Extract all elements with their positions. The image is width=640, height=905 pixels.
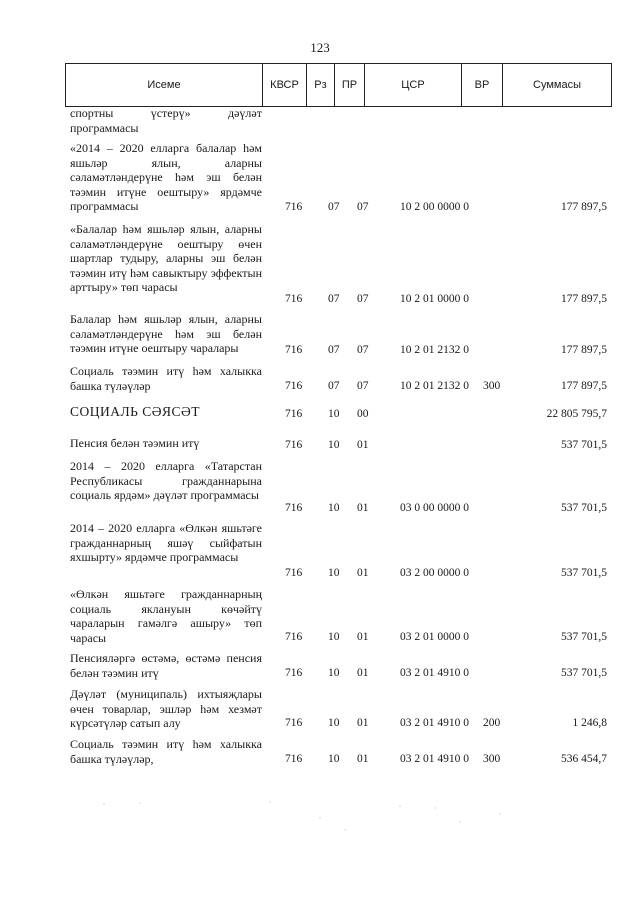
table-row xyxy=(70,106,612,135)
cell-pr: 01 xyxy=(357,501,369,514)
cell-sum: 537 701,5 xyxy=(561,630,607,643)
cell-rz: 10 xyxy=(328,630,340,643)
row-name: «Балалар һәм яшьләр ялын, аларны сәламәтләндерүне оештыру өчен шартлар тудыру, аларны эш белән тәэмин итү һәм савыктыру эффектын арттыру» төп чарасы xyxy=(70,222,262,294)
cell-pr: 01 xyxy=(357,752,369,765)
row-name: 2014 – 2020 елларга «Өлкән яшьтәге гражданнарның яшәү сыйфатын яхшырту» ярдәмче программасы xyxy=(70,521,262,564)
section-title: СОЦИАЛЬ СӘЯСӘТ xyxy=(70,404,201,419)
cell-csr: 10 2 01 2132 0 xyxy=(400,379,469,392)
cell-pr: 07 xyxy=(357,379,369,392)
cell-sum: 1 246,8 xyxy=(572,716,607,729)
cell-sum: 537 701,5 xyxy=(561,566,607,579)
header-name: Исеме xyxy=(66,64,263,106)
cell-kbcp: 716 xyxy=(285,716,303,729)
cell-rz: 07 xyxy=(328,200,340,213)
table-row xyxy=(70,687,612,730)
cell-sum: 177 897,5 xyxy=(561,343,607,356)
cell-csr: 03 2 01 4910 0 xyxy=(400,716,469,729)
cell-csr: 03 2 01 4910 0 xyxy=(400,666,469,679)
cell-sum: 177 897,5 xyxy=(561,379,607,392)
cell-csr: 03 2 01 0000 0 xyxy=(400,630,469,643)
cell-kbcp: 716 xyxy=(285,630,303,643)
row-name: Пенсия белән тәэмин итү xyxy=(70,436,200,450)
row-name: Балалар һәм яшьләр ялын, аларны сәламәтләндерүне һәм эш белән тәэмин итүне оештыру чаралары xyxy=(70,312,262,355)
row-name: «2014 – 2020 елларга балалар һәм яшьләр ялын, аларны сәламәтләндерүне һәм эш белән тәэмин итүне оештыру» ярдәмче программасы xyxy=(70,141,262,213)
table-row xyxy=(70,521,612,580)
cell-sum: 536 454,7 xyxy=(561,752,607,765)
header-kbcp: КВСР xyxy=(263,64,307,106)
table-row xyxy=(70,651,612,680)
page-number: 123 xyxy=(310,40,330,55)
cell-pr: 07 xyxy=(357,200,369,213)
cell-sum: 537 701,5 xyxy=(561,666,607,679)
cell-kbcp: 716 xyxy=(285,566,303,579)
cell-rz: 10 xyxy=(328,752,340,765)
cell-kbcp: 716 xyxy=(285,292,303,305)
table-row xyxy=(70,459,612,515)
cell-vr: 300 xyxy=(483,379,501,392)
cell-pr: 01 xyxy=(357,716,369,729)
cell-pr: 07 xyxy=(357,292,369,305)
cell-sum: 537 701,5 xyxy=(561,501,607,514)
cell-rz: 10 xyxy=(328,716,340,729)
cell-sum: 537 701,5 xyxy=(561,438,607,451)
cell-rz: 07 xyxy=(328,292,340,305)
cell-rz: 10 xyxy=(328,438,340,451)
cell-kbcp: 716 xyxy=(285,666,303,679)
table-row xyxy=(70,141,612,214)
table-row xyxy=(70,587,612,644)
table-row xyxy=(70,737,612,766)
header-pr: ПР xyxy=(335,64,365,106)
cell-pr: 07 xyxy=(357,343,369,356)
row-name: Пенсияләргә өстәмә, өстәмә пенсия белән тәэмин итү xyxy=(70,651,262,680)
row-name: «Өлкән яшьтәге гражданнарның социаль яклануын көчәйтү чараларын гамәлгә ашыру» төп чарасы xyxy=(70,587,262,645)
cell-sum: 22 805 795,7 xyxy=(546,407,607,420)
cell-pr: 01 xyxy=(357,438,369,451)
cell-rz: 07 xyxy=(328,343,340,356)
table-row xyxy=(70,364,612,393)
cell-kbcp: 716 xyxy=(285,501,303,514)
row-name: Дәүләт (муниципаль) ихтыяҗлары өчен товарлар, эшләр һәм хезмәт күрсәтүләр сатып алу xyxy=(70,687,262,730)
scan-specks xyxy=(100,800,540,860)
cell-kbcp: 716 xyxy=(285,200,303,213)
header-sum: Суммасы xyxy=(533,79,581,91)
header-rz: Рз xyxy=(307,64,335,106)
cell-kbcp: 716 xyxy=(285,407,303,420)
cell-csr: 10 2 01 0000 0 xyxy=(400,292,469,305)
section-row xyxy=(70,405,612,421)
cell-rz: 10 xyxy=(328,666,340,679)
cell-rz: 10 xyxy=(328,566,340,579)
cell-rz: 10 xyxy=(328,407,340,420)
cell-sum: 177 897,5 xyxy=(561,200,607,213)
row-name: 2014 – 2020 елларга «Татарстан Республикасы гражданнарына социаль ярдәм» дәүләт программасы xyxy=(70,459,262,502)
cell-sum: 177 897,5 xyxy=(561,292,607,305)
cell-pr: 00 xyxy=(357,407,369,420)
row-name: Социаль тәэмин итү һәм халыкка башка түләүләр, xyxy=(70,737,262,766)
cell-rz: 07 xyxy=(328,379,340,392)
cell-kbcp: 716 xyxy=(285,438,303,451)
cell-pr: 01 xyxy=(357,566,369,579)
row-name: Социаль тәэмин итү һәм халыкка башка түләүләр xyxy=(70,364,262,393)
cell-rz: 10 xyxy=(328,501,340,514)
table-header xyxy=(65,63,612,107)
table-row xyxy=(70,436,612,452)
cell-csr: 03 2 01 4910 0 xyxy=(400,752,469,765)
cell-pr: 01 xyxy=(357,630,369,643)
cell-vr: 200 xyxy=(483,716,501,729)
header-csr: ЦСР xyxy=(365,64,462,106)
cell-csr: 03 0 00 0000 0 xyxy=(400,501,469,514)
cell-kbcp: 716 xyxy=(285,379,303,392)
row-name: спортны үстерү» дәүләт программасы xyxy=(70,106,262,135)
cell-kbcp: 716 xyxy=(285,343,303,356)
table-row xyxy=(70,312,612,357)
cell-csr: 03 2 00 0000 0 xyxy=(400,566,469,579)
cell-pr: 01 xyxy=(357,666,369,679)
cell-csr: 10 2 01 2132 0 xyxy=(400,343,469,356)
header-vr: ВР xyxy=(462,64,503,106)
cell-csr: 10 2 00 0000 0 xyxy=(400,200,469,213)
table-row xyxy=(70,222,612,306)
cell-kbcp: 716 xyxy=(285,752,303,765)
cell-vr: 300 xyxy=(483,752,501,765)
